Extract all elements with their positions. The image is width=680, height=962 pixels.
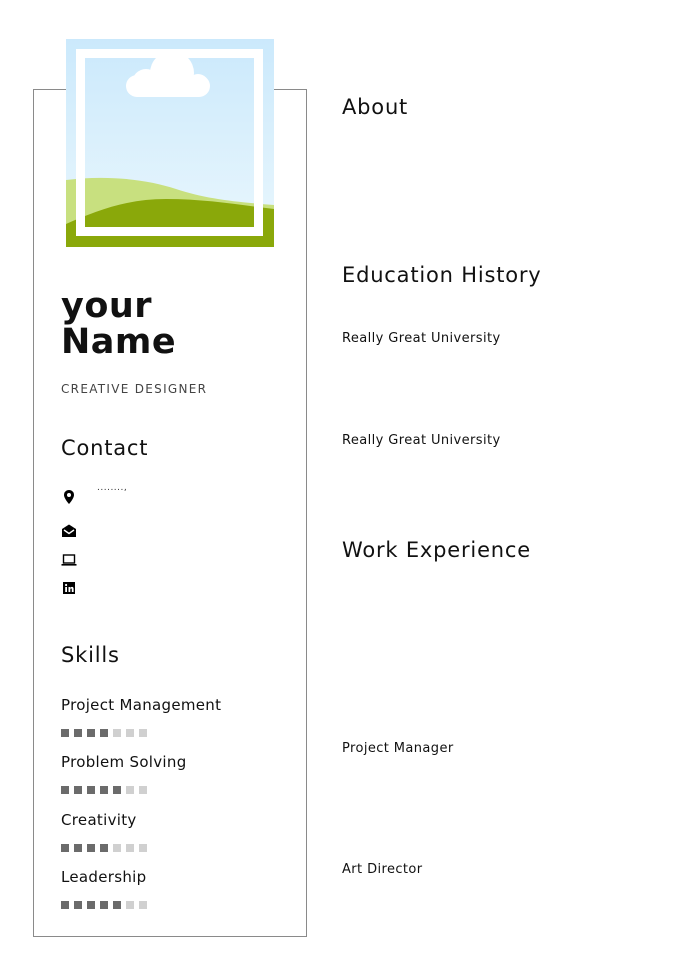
skill-dot-filled xyxy=(61,729,69,737)
education-entry-2: Really Great University xyxy=(342,433,501,448)
person-name xyxy=(61,288,176,360)
contact-address-text: ........, xyxy=(97,483,128,493)
skill-problem-solving xyxy=(61,753,281,787)
skill-label: Leadership xyxy=(61,868,147,886)
skill-dot-empty xyxy=(113,844,121,852)
skill-rating xyxy=(61,722,281,730)
skill-dot-empty xyxy=(126,901,134,909)
contact-website[interactable] xyxy=(61,552,261,570)
work-entry-2: Art Director xyxy=(342,862,423,877)
skill-project-management xyxy=(61,696,281,730)
contact-email[interactable] xyxy=(61,523,261,541)
skill-dot-filled xyxy=(87,729,95,737)
name-second-line: Name xyxy=(61,322,177,362)
skill-dot-filled xyxy=(113,901,121,909)
skill-label: Creativity xyxy=(61,811,137,829)
linkedin-icon xyxy=(61,580,77,596)
skill-dot-empty xyxy=(113,729,121,737)
skill-dot-empty xyxy=(139,844,147,852)
education-entry-1: Really Great University xyxy=(342,331,501,346)
skill-label: Project Management xyxy=(61,696,222,714)
skill-dot-filled xyxy=(61,786,69,794)
skill-rating xyxy=(61,779,281,787)
skill-dot-filled xyxy=(100,786,108,794)
contact-heading: Contact xyxy=(61,436,149,460)
skill-leadership xyxy=(61,868,281,902)
profile-photo-placeholder[interactable] xyxy=(66,39,274,247)
work-heading: Work Experience xyxy=(342,538,531,562)
skill-dot-filled xyxy=(74,786,82,794)
name-first-line: your xyxy=(61,286,153,326)
skill-dot-filled xyxy=(100,901,108,909)
skill-dot-empty xyxy=(126,786,134,794)
skill-label: Problem Solving xyxy=(61,753,187,771)
skill-dot-filled xyxy=(87,786,95,794)
skill-dot-filled xyxy=(87,901,95,909)
about-heading: About xyxy=(342,95,409,119)
skill-dot-empty xyxy=(139,729,147,737)
skill-creativity xyxy=(61,811,281,845)
skill-dot-filled xyxy=(74,729,82,737)
job-title: CREATIVE DESIGNER xyxy=(61,382,208,396)
skill-dot-filled xyxy=(61,844,69,852)
envelope-icon xyxy=(61,523,77,539)
skill-rating xyxy=(61,894,281,902)
skill-dot-empty xyxy=(139,901,147,909)
skill-dot-filled xyxy=(100,729,108,737)
skill-dot-filled xyxy=(113,786,121,794)
skill-dot-empty xyxy=(126,729,134,737)
education-heading: Education History xyxy=(342,263,542,287)
skill-dot-filled xyxy=(74,844,82,852)
skill-dot-filled xyxy=(61,901,69,909)
skill-dot-filled xyxy=(74,901,82,909)
skill-dot-filled xyxy=(87,844,95,852)
contact-address[interactable] xyxy=(61,483,261,507)
skill-rating xyxy=(61,837,281,845)
skill-dot-empty xyxy=(126,844,134,852)
laptop-icon xyxy=(61,552,77,568)
skills-heading: Skills xyxy=(61,643,120,667)
contact-linkedin[interactable] xyxy=(61,580,261,598)
landscape-image-icon xyxy=(66,39,274,247)
work-entry-1: Project Manager xyxy=(342,741,454,756)
skill-dot-filled xyxy=(100,844,108,852)
location-pin-icon xyxy=(61,489,77,505)
skill-dot-empty xyxy=(139,786,147,794)
